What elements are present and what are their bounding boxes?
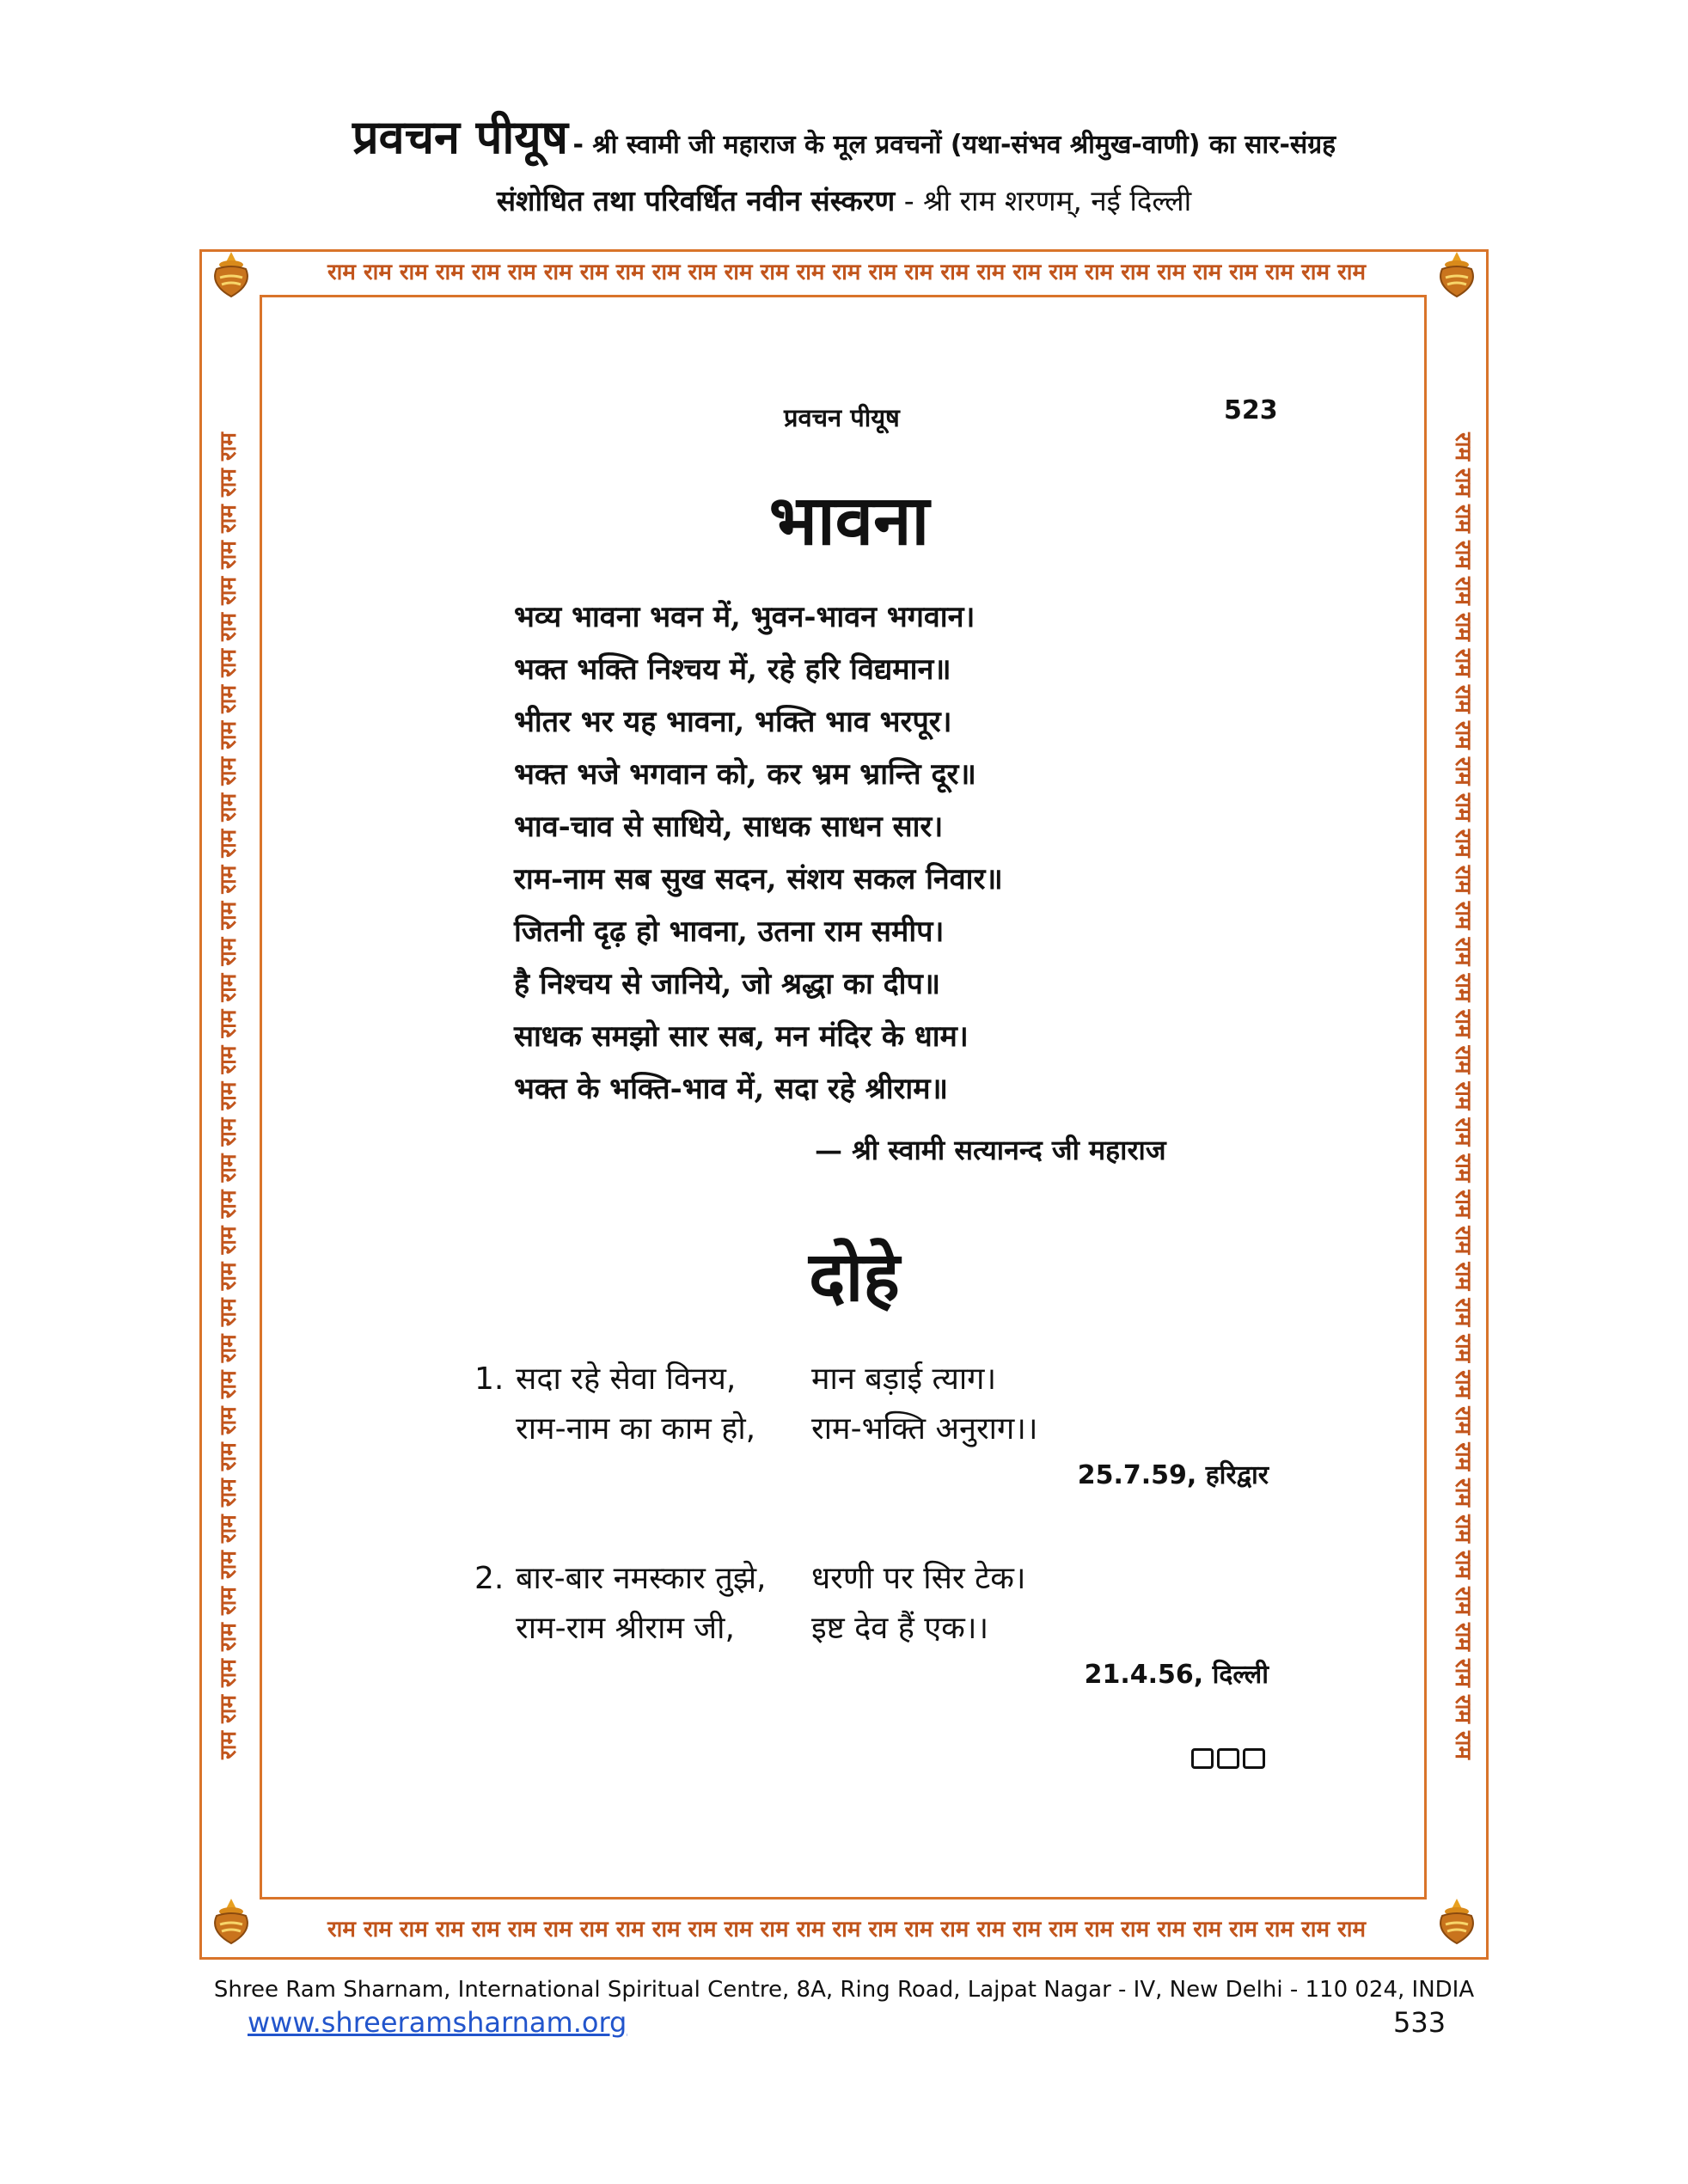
ram-border-right-text: राम राम राम राम राम राम राम राम राम राम राम राम राम राम राम राम राम राम राम राम राम राम राम राम राम राम राम राम राम राम राम राम राम राम राम राम राम xyxy=(1450,432,1476,1759)
verse-line: है निश्चय से जानिये, जो श्रद्धा का दीप॥ xyxy=(514,967,941,1001)
doha-line-second-half: इष्ट देव हैं एक।। xyxy=(811,1611,989,1646)
doha-date-place: 25.7.59, हरिद्वार xyxy=(1077,1460,1269,1490)
verse-line: जितनी दृढ़ हो भावना, उतना राम समीप। xyxy=(514,915,945,949)
section-title-bhavna: भावना xyxy=(768,480,930,560)
doha-line-second-half: धरणी पर सिर टेक। xyxy=(811,1561,1026,1596)
edition-publisher: - श्री राम शरणम्, नई दिल्ली xyxy=(903,184,1192,217)
square-ornament-icon xyxy=(1191,1748,1214,1769)
verse-line: भक्त के भक्ति-भाव में, सदा रहे श्रीराम॥ xyxy=(514,1072,948,1106)
book-title: प्रवचन पीयूष xyxy=(352,110,568,164)
edition-label: संशोधित तथा परिवर्धित नवीन संस्करण xyxy=(496,184,896,217)
document-header xyxy=(0,103,1688,167)
verse-line: राम-नाम सब सुख सदन, संशय सकल निवार॥ xyxy=(514,862,1003,896)
section-end-ornament xyxy=(1191,1748,1265,1769)
square-ornament-icon xyxy=(1217,1748,1239,1769)
verse-line: भीतर भर यह भावना, भक्ति भाव भरपूर। xyxy=(514,705,952,739)
doha-line-first-half: सदा रहे सेवा विनय, xyxy=(516,1361,737,1397)
doha-line-second-half: राम-भक्ति अनुराग।। xyxy=(811,1411,1038,1447)
ram-border-bottom: राम राम राम राम राम राम राम राम राम राम राम राम राम राम राम राम राम राम राम राम राम राम राम राम राम राम राम राम राम xyxy=(327,1917,1366,1942)
doha-line-first-half: राम-राम श्रीराम जी, xyxy=(516,1611,735,1646)
footer-page-number: 533 xyxy=(1393,2006,1446,2039)
kalash-icon xyxy=(205,1895,258,1948)
inner-page-number: 523 xyxy=(1224,395,1278,425)
doha-line-first-half: राम-नाम का काम हो, xyxy=(516,1411,756,1447)
verse-line: भक्त भजे भगवान को, कर भ्रम भ्रान्ति दूर॥ xyxy=(514,757,976,792)
kalash-icon xyxy=(1430,248,1483,302)
edition-line xyxy=(0,180,1688,219)
doha-number: 1. xyxy=(474,1361,505,1397)
verse-line: भव्य भावना भवन में, भुवन-भावन भगवान। xyxy=(514,600,975,634)
running-head: प्रवचन पीयूष xyxy=(784,403,900,432)
ram-border-left-text: राम राम राम राम राम राम राम राम राम राम राम राम राम राम राम राम राम राम राम राम राम राम राम राम राम राम राम राम राम राम राम राम राम राम राम राम राम xyxy=(216,432,242,1759)
kalash-icon xyxy=(205,248,258,302)
doha-date-place: 21.4.56, दिल्ली xyxy=(1084,1660,1269,1690)
square-ornament-icon xyxy=(1243,1748,1265,1769)
doha-number: 2. xyxy=(474,1561,505,1596)
verse-author: — श्री स्वामी सत्यानन्द जी महाराज xyxy=(815,1134,1166,1166)
website-link[interactable]: www.shreeramsharnam.org xyxy=(248,2006,627,2039)
kalash-icon xyxy=(1430,1895,1483,1948)
verse-line: भाव-चाव से साधिये, साधक साधन सार। xyxy=(514,810,944,844)
doha-line-second-half: मान बड़ाई त्याग। xyxy=(811,1361,997,1397)
verse-list xyxy=(514,591,1003,1116)
book-subtitle: - श्री स्वामी जी महाराज के मूल प्रवचनों (यथा-संभव श्रीमुख-वाणी) का सार-संग्रह xyxy=(572,130,1336,160)
verse-line: भक्त भक्ति निश्चय में, रहे हरि विद्यमान॥ xyxy=(514,652,951,687)
ram-border-top: राम राम राम राम राम राम राम राम राम राम राम राम राम राम राम राम राम राम राम राम राम राम राम राम राम राम राम राम राम xyxy=(327,260,1366,285)
doha-line-first-half: बार-बार नमस्कार तुझे, xyxy=(516,1561,767,1596)
footer-address: Shree Ram Sharnam, International Spiritual Centre, 8A, Ring Road, Lajpat Nagar - IV, New Delhi - 110 024, INDIA xyxy=(213,1977,1475,2003)
verse-line: साधक समझो सार सब, मन मंदिर के धाम। xyxy=(514,1019,969,1054)
section-title-dohe: दोहे xyxy=(809,1237,900,1317)
